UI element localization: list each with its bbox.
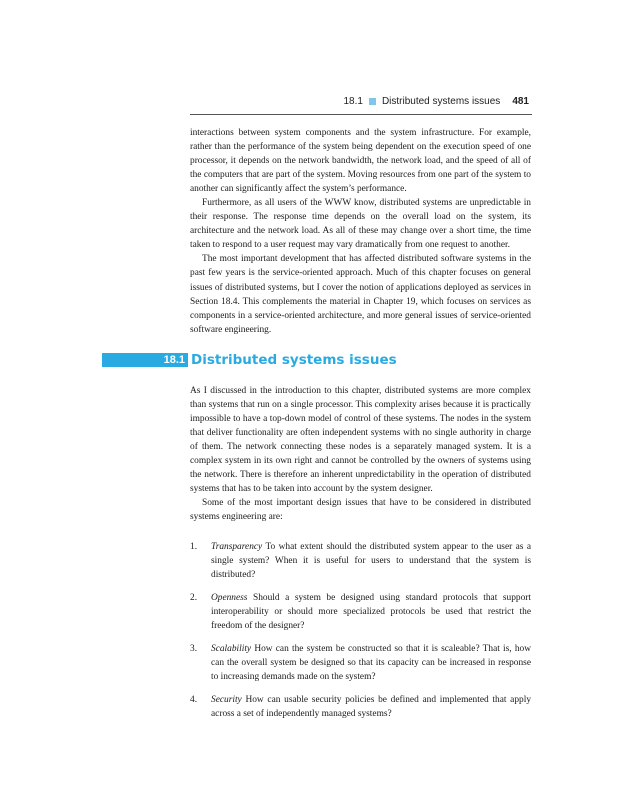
square-bullet-icon xyxy=(369,98,376,105)
list-item xyxy=(190,591,531,633)
paragraph: Some of the most important design issues that have to be considered in distributed systems engineering are: xyxy=(190,498,531,523)
paragraph: The most important development that has affected distributed software systems in the past few years is the service-oriented approach. Much of this chapter focuses on general issues of distributed systems, but I cover the notion of applications deployed as services in Section 18.4. This complements the material in Chapter 19, which focuses on services as components in a service-oriented architecture, and more general issues of service-oriented software engineering. xyxy=(190,254,531,335)
list-item-text: To what extent should the distributed system appear to the user as a single system? When it is useful for users to understand that the system is distributed? xyxy=(211,542,531,581)
list-item xyxy=(190,693,531,721)
list-item-term: Scalability xyxy=(211,644,252,655)
list-item-text: How can usable security policies be defined and implemented that apply across a set of independently managed systems? xyxy=(211,695,532,720)
list-item-term: Security xyxy=(211,695,242,706)
list-item-body xyxy=(211,642,531,684)
design-issues-list xyxy=(190,540,531,731)
section-heading xyxy=(102,350,542,370)
list-item-text: How can the system be constructed so that it is scaleable? That is, how can the overall system be designed so that its capacity can be increased in response to increasing demands made on the system? xyxy=(211,644,531,683)
list-item-term: Openness xyxy=(211,593,248,604)
paragraph: interactions between system components and the system infrastructure. For example, rather than the performance of the system being dependent on the execution speed of one processor, it depends on the network bandwidth, the network load, and the speed of all of the computers that are part of the system. Moving resources from one part of the system to another can significantly affect the system’s performance. xyxy=(190,128,531,195)
list-item-number: 3. xyxy=(190,644,198,655)
section-number: 18.1 xyxy=(163,354,185,366)
list-item-body xyxy=(211,540,531,582)
list-item-body xyxy=(211,591,531,633)
running-header xyxy=(343,96,529,107)
list-item-text: Should a system be designed using standard protocols that support interoperability or should more specialized protocols be used that restrict the freedom of the designer? xyxy=(211,593,531,632)
header-section-title: Distributed systems issues xyxy=(381,96,501,107)
list-item-body xyxy=(211,693,531,721)
paragraph: As I discussed in the introduction to this chapter, distributed systems are more complex than systems that run on a single processor. This complexity arises because it is practically impossible to have a top-down model of control of these systems. The nodes in the system that deliver functionality are often independent systems with no single authority in charge of them. The network connecting these nodes is a separately managed system. It is a complex system in its own right and cannot be controlled by the owners of systems using the network. There is therefore an inherent unpredictability in the operation of distributed systems that has to be taken into account by the system designer. xyxy=(190,386,531,495)
list-item xyxy=(190,642,531,684)
header-rule xyxy=(190,114,532,115)
section-title: Distributed systems issues xyxy=(191,352,397,368)
section-text xyxy=(190,384,531,524)
section-number-bar xyxy=(102,353,188,367)
list-item-term: Transparency xyxy=(211,542,263,552)
list-item xyxy=(190,540,531,582)
list-item-number: 2. xyxy=(190,593,198,604)
intro-text xyxy=(190,126,531,337)
header-section-number: 18.1 xyxy=(343,96,363,107)
list-item-number: 1. xyxy=(190,542,198,552)
paragraph: Furthermore, as all users of the WWW know, distributed systems are unpredictable in their response. The response time depends on the overall load on the system, its architecture and the network load. As all of these may change over a short time, the time taken to respond to a user request may vary dramatically from one request to another. xyxy=(190,198,531,251)
list-item-number: 4. xyxy=(190,695,198,706)
page-number: 481 xyxy=(512,96,529,107)
